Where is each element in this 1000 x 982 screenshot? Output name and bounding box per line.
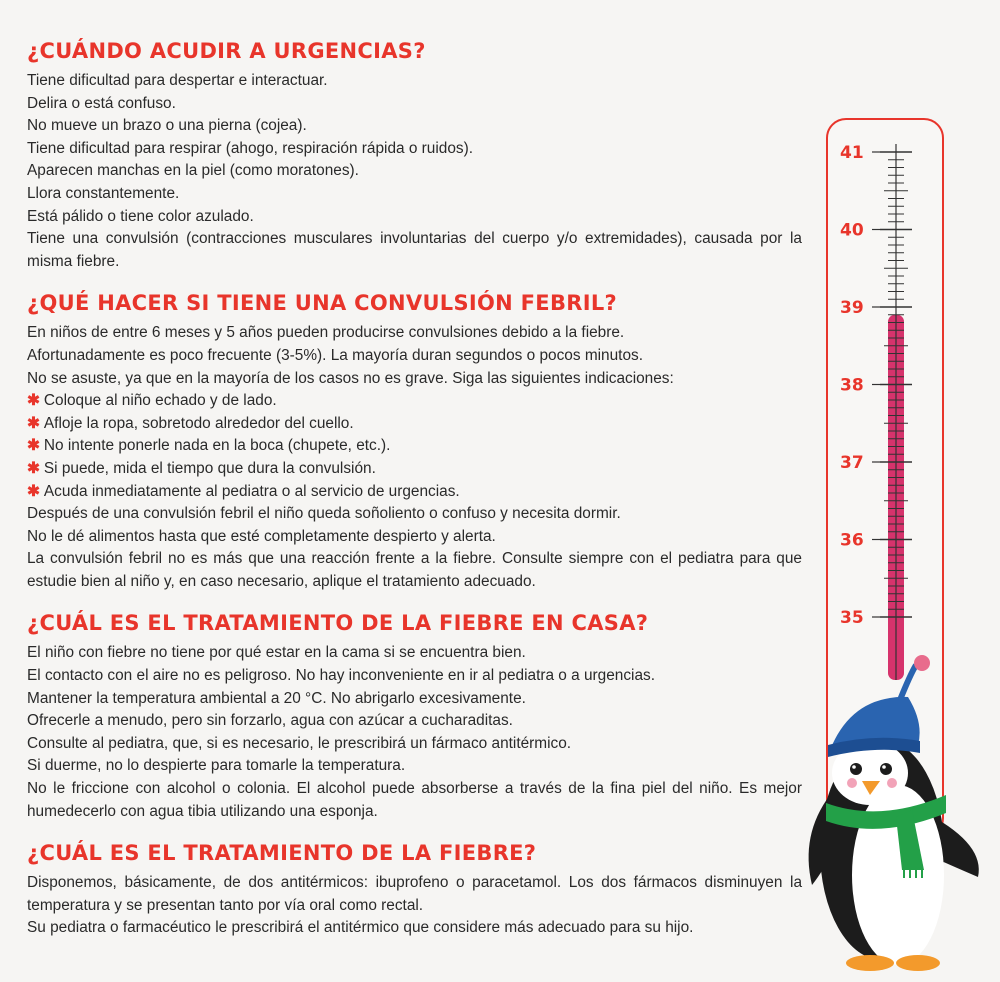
- scale-label: 41: [840, 143, 864, 163]
- bullet-item: [27, 390, 802, 413]
- paragraph: Después de una convulsión febril el niño queda soñoliento o confuso y necesita dormir.: [27, 505, 621, 523]
- paragraph: En niños de entre 6 meses y 5 años pueden producirse convulsiones debido a la fiebre.: [27, 324, 625, 342]
- penguin-illustration: [800, 645, 1000, 982]
- paragraph: Tiene una convulsión (contracciones musculares involuntarias del cuerpo y/o extremidades), causada por la misma fiebre.: [27, 230, 802, 270]
- paragraph: Disponemos, básicamente, de dos antitérmicos: ibuprofeno o paracetamol. Los dos fármacos disminuyen la temperatura y se presentan tanto por vía oral como rectal.: [27, 874, 802, 914]
- asterisk-icon: ✱: [27, 482, 40, 500]
- paragraph: La convulsión febril no es más que una reacción frente a la fiebre. Consulte siempre con el pediatra para que estudie bien al niño y, en caso necesario, aplique el tratamiento adecuado.: [27, 550, 802, 590]
- section-heading: ¿CUÁNDO ACUDIR A URGENCIAS?: [27, 39, 426, 63]
- paragraph: Tiene dificultad para respirar (ahogo, respiración rápida o ruidos).: [27, 139, 473, 157]
- section-2: [27, 290, 802, 593]
- paragraph: Está pálido o tiene color azulado.: [27, 207, 254, 225]
- asterisk-icon: ✱: [27, 459, 40, 477]
- paragraph: Mantener la temperatura ambiental a 20 °C. No abrigarlo excesivamente.: [27, 689, 526, 707]
- bullet-text: Acuda inmediatamente al pediatra o al servicio de urgencias.: [43, 482, 460, 500]
- scale-label: 36: [840, 530, 864, 551]
- bullet-item: [27, 458, 802, 481]
- paragraph: No le friccione con alcohol o colonia. El alcohol puede absorberse a través de la fina piel del niño. Es mejor humedecerlo con agua tibia utilizando una esponja.: [27, 780, 802, 820]
- bullet-text: Si puede, mida el tiempo que dura la convulsión.: [43, 459, 376, 477]
- scale-label: 35: [840, 608, 864, 628]
- bullet-text: No intente ponerle nada en la boca (chupete, etc.).: [43, 437, 391, 455]
- paragraph: El contacto con el aire no es peligroso. No hay inconveniente en ir al pediatra o a urgencias.: [27, 667, 655, 685]
- section-4: [27, 840, 802, 940]
- paragraph: No mueve un brazo o una pierna (cojea).: [27, 117, 307, 135]
- scale-label: 37: [840, 453, 864, 473]
- asterisk-icon: ✱: [27, 437, 40, 455]
- paragraph: Tiene dificultad para despertar e interactuar.: [27, 72, 328, 89]
- paragraph: Aparecen manchas en la piel (como moratones).: [27, 162, 359, 180]
- section-heading: ¿QUÉ HACER SI TIENE UNA CONVULSIÓN FEBRIL?: [27, 291, 618, 316]
- article-content: [27, 38, 802, 957]
- scale-label: 39: [840, 298, 864, 318]
- paragraph: No le dé alimentos hasta que esté completamente despierto y alerta.: [27, 527, 496, 545]
- section-heading: ¿CUÁL ES EL TRATAMIENTO DE LA FIEBRE EN CASA?: [27, 611, 649, 636]
- paragraph: Ofrecerle a menudo, pero sin forzarlo, agua con azúcar a cucharaditas.: [27, 712, 513, 730]
- section-1: [27, 38, 802, 273]
- section-heading: ¿CUÁL ES EL TRATAMIENTO DE LA FIEBRE?: [27, 841, 537, 866]
- asterisk-icon: ✱: [27, 392, 40, 410]
- scale-label: 40: [840, 220, 864, 241]
- paragraph: No se asuste, ya que en la mayoría de los casos no es grave. Siga las siguientes indicaciones:: [27, 369, 674, 387]
- section-3: [27, 610, 802, 823]
- bullet-text: Afloje la ropa, sobretodo alrededor del cuello.: [43, 414, 354, 432]
- bullet-text: Coloque al niño echado y de lado.: [43, 392, 277, 410]
- paragraph: Si duerme, no lo despierte para tomarle la temperatura.: [27, 757, 406, 775]
- asterisk-icon: ✱: [27, 414, 40, 432]
- paragraph: Llora constantemente.: [27, 184, 180, 202]
- paragraph: Delira o está confuso.: [27, 94, 176, 112]
- bullet-item: [27, 413, 802, 436]
- paragraph: Afortunadamente es poco frecuente (3-5%). La mayoría duran segundos o pocos minutos.: [27, 346, 643, 364]
- paragraph: Su pediatra o farmacéutico le prescribirá el antitérmico que considere más adecuado para su hijo.: [27, 919, 694, 937]
- paragraph: Consulte al pediatra, que, si es necesario, le prescribirá un fármaco antitérmico.: [27, 734, 572, 752]
- paragraph: El niño con fiebre no tiene por qué estar en la cama si se encuentra bien.: [27, 644, 526, 662]
- scale-label: 38: [840, 375, 864, 396]
- bullet-item: [27, 481, 802, 504]
- bullet-item: [27, 435, 802, 458]
